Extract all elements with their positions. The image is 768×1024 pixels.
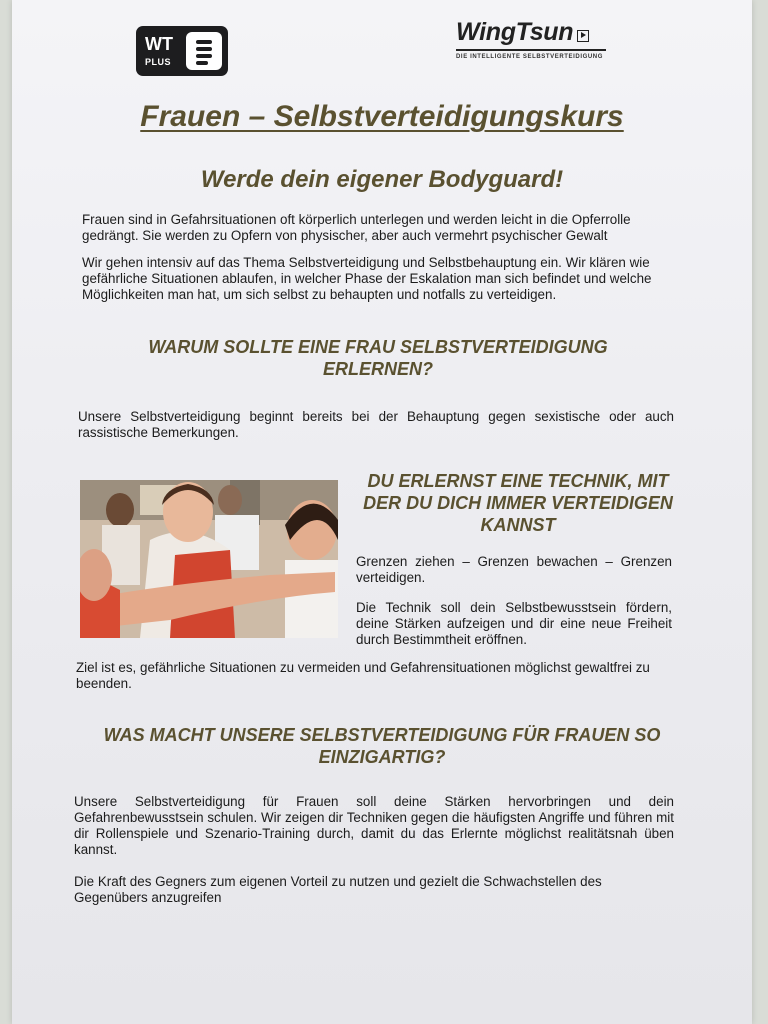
section-unique-text-1: Unsere Selbstverteidigung für Frauen soll deine Stärken hervorbringen und dein Gefahrenbewusstsein schulen. Wir zeigen dir Techniken gegen die häufigsten Angriffe und führen mit dir Rollenspiele und Szenario-Training durch, damit du das Erlernte möglichst realitätsnah üben kannst. bbox=[74, 794, 674, 857]
logo-divider bbox=[456, 49, 606, 51]
training-photo bbox=[80, 480, 338, 638]
plus-logo-text: PLUS bbox=[145, 56, 172, 67]
flyer-page bbox=[12, 0, 752, 1024]
play-arrow-icon bbox=[577, 30, 589, 42]
section-unique-text-2: Die Kraft des Gegners zum eigenen Vorteil zu nutzen und gezielt die Schwachstellen des Gegenübers anzugreifen bbox=[74, 874, 602, 905]
section-technique-text-1: Grenzen ziehen – Grenzen bewachen – Grenzen verteidigen. bbox=[356, 554, 672, 585]
section-technique-text-3: Ziel ist es, gefährliche Situationen zu vermeiden und Gefahrensituationen möglichst gewaltfrei zu beenden. bbox=[76, 660, 650, 691]
section-heading-technique: DU ERLERNST EINE TECHNIK, MIT DER DU DICH IMMER VERTEIDIGEN KANNST bbox=[363, 471, 673, 535]
wingtsun-logo bbox=[456, 18, 616, 60]
intro-paragraph-2: Wir gehen intensiv auf das Thema Selbstverteidigung und Selbstbehauptung ein. Wir klären wie gefährliche Situationen ablaufen, in welcher Phase der Eskalation man sich befindet und welche Möglichkeiten man hat, um sich selbst zu behaupten und notfalls zu verteidigen. bbox=[82, 255, 652, 302]
section-why-text: Unsere Selbstverteidigung beginnt bereits bei der Behauptung gegen sexistische oder auch rassistische Bemerkungen. bbox=[78, 409, 674, 440]
wingtsun-tagline: DIE INTELLIGENTE SELBSTVERTEIDIGUNG bbox=[456, 54, 604, 60]
document-lines-icon bbox=[186, 32, 222, 70]
section-technique-text-2: Die Technik soll dein Selbstbewusstsein fördern, deine Stärken aufzeigen und dir eine neue Freiheit durch Bestimmtheit eröffnen. bbox=[356, 600, 672, 647]
wt-logo-text: WT bbox=[145, 33, 173, 54]
intro-paragraph-1: Frauen sind in Gefahrsituationen oft körperlich unterlegen und werden leicht in die Opferrolle gedrängt. Sie werden zu Opfern von physischer, aber auch vermehrt psychischer Gewalt bbox=[82, 212, 631, 243]
page-title: Frauen – Selbstverteidigungskurs bbox=[140, 100, 624, 133]
section-heading-unique: WAS MACHT UNSERE SELBSTVERTEIDIGUNG FÜR FRAUEN SO EINZIGARTIG? bbox=[103, 725, 661, 767]
page-subtitle: Werde dein eigener Bodyguard! bbox=[200, 166, 564, 193]
wt-plus-logo bbox=[136, 26, 228, 76]
section-heading-why: WARUM SOLLTE EINE FRAU SELBSTVERTEIDIGUNG ERLERNEN? bbox=[148, 337, 608, 379]
wingtsun-logo-name: WingTsun bbox=[456, 18, 574, 46]
